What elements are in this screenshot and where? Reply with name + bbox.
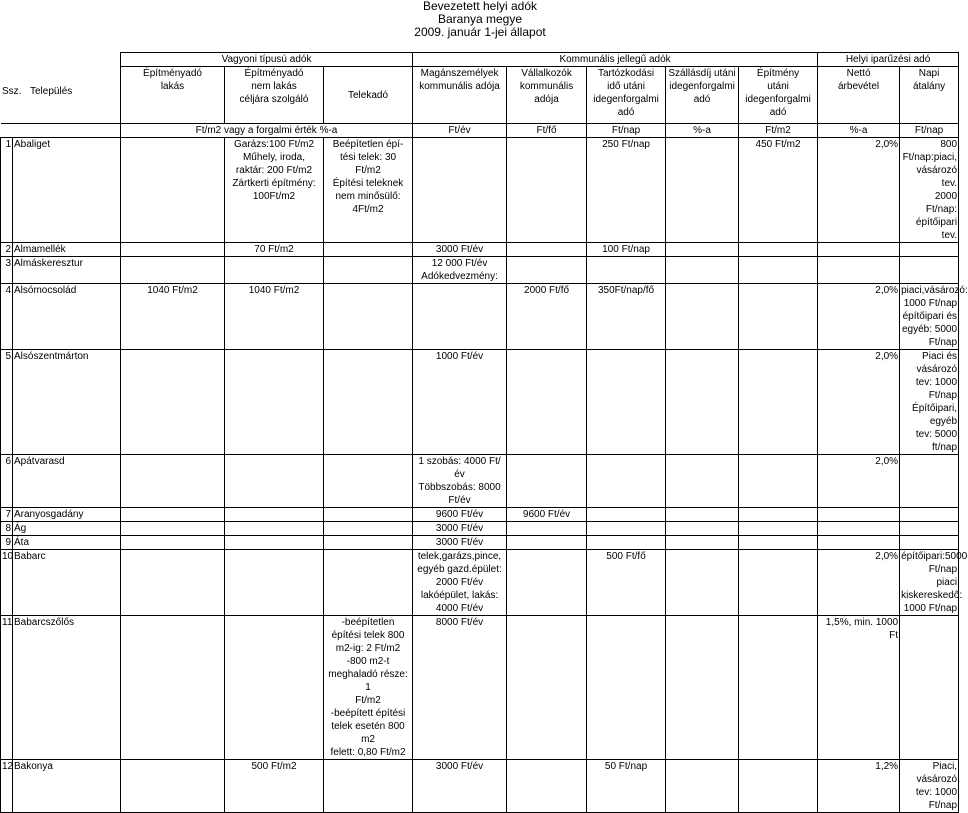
col-epitmenyado-lakas: Építményadó lakás (121, 67, 225, 124)
cell-c4 (413, 284, 507, 350)
table-row (1, 284, 959, 350)
cell-c3: Beépítetlen épí- tési telek: 30 Ft/m2 Építési teleknek nem minősülő: 4Ft/m2 (324, 138, 413, 243)
settlement-name: Alsómocsolád (13, 284, 121, 350)
table-row (1, 550, 959, 616)
cell-c10 (900, 455, 959, 508)
cell-c6: 50 Ft/nap (587, 760, 666, 813)
cell-c8 (739, 508, 818, 522)
cell-c8 (739, 550, 818, 616)
cell-c9: 2,0% (818, 284, 900, 350)
cell-c4: 3000 Ft/év (413, 760, 507, 813)
cell-c7 (666, 284, 739, 350)
cell-c2 (225, 522, 324, 536)
title-line-3: 2009. január 1-jei állapot (414, 25, 546, 39)
settlement-name: Abaliget (13, 138, 121, 243)
cell-c10 (900, 508, 959, 522)
col-szallasdij: Szállásdíj utáni idegenforgalmi adó (666, 67, 739, 124)
cell-c9 (818, 243, 900, 257)
cell-c2 (225, 257, 324, 284)
cell-c5 (507, 522, 587, 536)
cell-c8 (739, 760, 818, 813)
cell-c10: Piaci és vásározó tev: 1000 Ft/nap Építőipari, egyéb tev: 5000 ft/nap (900, 350, 959, 455)
cell-c6: 500 Ft/fő (587, 550, 666, 616)
table-row (1, 455, 959, 508)
cell-c9: 2,0% (818, 138, 900, 243)
settlement-name: Almáskeresztur (13, 257, 121, 284)
row-number: 1 (1, 138, 13, 243)
cell-c3 (324, 455, 413, 508)
col-tartozkodasi: Tartózkodási idő utáni idegenforgalmi adó (587, 67, 666, 124)
cell-c3: -beépítetlen építési telek 800 m2-ig: 2 Ft/m2 -800 m2-t meghaladó része: 1 Ft/m2 -beépített építési telek esetén 800 m2 felett: 0,80 Ft/m2 (324, 616, 413, 760)
cell-c1 (121, 508, 225, 522)
cell-c1 (121, 616, 225, 760)
cell-c6 (587, 522, 666, 536)
cell-c8: 450 Ft/m2 (739, 138, 818, 243)
ssz-label: Ssz. (2, 86, 22, 97)
cell-c4: 3000 Ft/év (413, 243, 507, 257)
cell-c7 (666, 508, 739, 522)
cell-c7 (666, 760, 739, 813)
cell-c10: Piaci, vásározó tev: 1000 Ft/nap (900, 760, 959, 813)
cell-c5 (507, 138, 587, 243)
table-row (1, 350, 959, 455)
row-number: 6 (1, 455, 13, 508)
row-number: 4 (1, 284, 13, 350)
unit-c7: %-a (666, 124, 739, 138)
cell-c9: 2,0% (818, 455, 900, 508)
group-iparuzesi: Helyi iparűzési adó (818, 53, 959, 67)
cell-c4: telek,garázs,pince, egyéb gazd.épület: 2000 Ft/év lakóépület, lakás: 4000 Ft/év (413, 550, 507, 616)
cell-c2 (225, 550, 324, 616)
cell-c10: építőipari:5000 Ft/nap piaci kiskereskedő: 1000 Ft/nap (901, 551, 968, 614)
row-number: 10 (1, 550, 13, 616)
col-vallalkozok: Vállalkozók kommunális adója (507, 67, 587, 124)
cell-c2 (225, 616, 324, 760)
cell-c5 (507, 350, 587, 455)
table-row (1, 138, 959, 243)
cell-c9: 1,5%, min. 1000 Ft (818, 616, 900, 760)
col-maganszemelyek: Magánszemélyek kommunális adója (413, 67, 507, 124)
cell-c3 (324, 243, 413, 257)
cell-c7 (666, 243, 739, 257)
cell-c2 (225, 508, 324, 522)
cell-c9 (818, 257, 900, 284)
cell-c10 (900, 257, 959, 284)
group-header-row (1, 53, 959, 67)
cell-c1 (121, 257, 225, 284)
cell-c7 (666, 522, 739, 536)
row-number: 12 (1, 760, 13, 813)
telepules-label: Település (30, 86, 73, 97)
cell-c5 (507, 616, 587, 760)
cell-c6 (587, 616, 666, 760)
settlement-name: Áta (13, 536, 121, 550)
cell-c7 (666, 257, 739, 284)
cell-c7 (666, 536, 739, 550)
cell-c5 (507, 455, 587, 508)
cell-c6 (587, 455, 666, 508)
cell-c9 (818, 522, 900, 536)
cell-c5 (507, 257, 587, 284)
cell-c8 (739, 455, 818, 508)
cell-c8 (739, 350, 818, 455)
settlement-name: Apátvarasd (13, 455, 121, 508)
group-kommunalis: Kommunális jellegű adók (413, 53, 818, 67)
table-row (1, 616, 959, 760)
col-epitmenyado-nem-lakas: Építményadó nem lakás céljára szolgáló (225, 67, 324, 124)
cell-c4: 3000 Ft/év (413, 536, 507, 550)
row-number: 7 (1, 508, 13, 522)
row-number: 11 (1, 616, 13, 760)
table-row (1, 760, 959, 813)
cell-c7 (666, 138, 739, 243)
cell-c5: 9600 Ft/év (507, 508, 587, 522)
cell-c1: 1040 Ft/m2 (121, 284, 225, 350)
table-row (1, 522, 959, 536)
cell-c4: 8000 Ft/év (413, 616, 507, 760)
settlement-name: Babarcszőlős (13, 616, 121, 760)
cell-c3 (324, 508, 413, 522)
cell-c10 (900, 616, 959, 760)
cell-c4: 1000 Ft/év (413, 350, 507, 455)
cell-c2: 500 Ft/m2 (225, 760, 324, 813)
cell-c6: 350Ft/nap/fő (587, 284, 666, 350)
cell-c1 (121, 760, 225, 813)
cell-c8 (739, 536, 818, 550)
cell-c2: Garázs:100 Ft/m2 Műhely, iroda, raktár: 200 Ft/m2 Zártkerti építmény: 100Ft/m2 (225, 138, 324, 243)
cell-c7 (666, 616, 739, 760)
settlement-name: Almamellék (13, 243, 121, 257)
cell-c6 (587, 536, 666, 550)
cell-c9: 1,2% (818, 760, 900, 813)
cell-c10 (900, 536, 959, 550)
unit-row (1, 124, 959, 138)
cell-c3 (324, 522, 413, 536)
cell-c8 (739, 243, 818, 257)
unit-c10: Ft/nap (900, 124, 959, 138)
row-number: 2 (1, 243, 13, 257)
col-epitmeny-utani: Építmény utáni idegenforgalmi adó (739, 67, 818, 124)
cell-c10 (900, 522, 959, 536)
cell-c1 (121, 536, 225, 550)
col-napi-atalany: Napi átalány (900, 67, 959, 124)
unit-c4: Ft/év (413, 124, 507, 138)
unit-c5: Ft/fő (507, 124, 587, 138)
cell-c5 (507, 760, 587, 813)
table-row (1, 536, 959, 550)
cell-c5 (507, 243, 587, 257)
group-vagyoni: Vagyoni típusú adók (121, 53, 413, 67)
cell-c1 (121, 138, 225, 243)
cell-c8 (739, 284, 818, 350)
unit-c9: %-a (818, 124, 900, 138)
cell-c4 (413, 138, 507, 243)
cell-c9: 2,0% (818, 350, 900, 455)
cell-c1 (121, 243, 225, 257)
cell-c3 (324, 550, 413, 616)
col-netto-arbevetel: Nettó árbevétel (818, 67, 900, 124)
cell-c4: 12 000 Ft/év Adókedvezmény: (413, 257, 507, 284)
cell-c8 (739, 522, 818, 536)
table-row (1, 257, 959, 284)
title-line-2: Baranya megye (437, 12, 523, 26)
cell-c7 (666, 550, 739, 616)
cell-c6 (587, 257, 666, 284)
settlement-name: Alsószentmárton (13, 350, 121, 455)
settlement-name: Ág (13, 522, 121, 536)
cell-c8 (739, 257, 818, 284)
unit-c6: Ft/nap (587, 124, 666, 138)
settlement-name: Bakonya (13, 760, 121, 813)
cell-c9 (818, 536, 900, 550)
table-body (1, 138, 968, 813)
table-row (1, 508, 959, 522)
cell-c2: 70 Ft/m2 (225, 243, 324, 257)
table-row (1, 243, 959, 257)
row-number: 3 (1, 257, 13, 284)
title-line-1: Bevezetett helyi adók (422, 0, 538, 13)
cell-c9: 2,0% (818, 550, 900, 616)
settlement-name: Babarc (13, 550, 121, 616)
cell-c7 (666, 455, 739, 508)
cell-c6 (587, 350, 666, 455)
col-telekado: Telekadó (324, 67, 413, 124)
cell-c1 (121, 522, 225, 536)
cell-c6: 100 Ft/nap (587, 243, 666, 257)
column-header-row (1, 67, 959, 124)
cell-c4: 1 szobás: 4000 Ft/év Többszobás: 8000 Ft/év (413, 455, 507, 508)
cell-c2 (225, 350, 324, 455)
cell-c3 (324, 350, 413, 455)
cell-c9 (818, 508, 900, 522)
cell-c10: 800 Ft/nap:piaci, vásározó tev. 2000 Ft/nap: építőipari tev. (900, 138, 959, 243)
cell-c1 (121, 350, 225, 455)
cell-c1 (121, 550, 225, 616)
cell-c10: piaci,vásározó: 1000 Ft/nap építőipari és egyéb: 5000 Ft/nap (901, 285, 968, 348)
unit-blank (1, 124, 121, 138)
cell-c3 (324, 760, 413, 813)
cell-c7 (666, 350, 739, 455)
settlement-name: Aranyosgadány (13, 508, 121, 522)
cell-c3 (324, 257, 413, 284)
cell-c6 (587, 508, 666, 522)
cell-c8 (739, 616, 818, 760)
cell-c5 (507, 536, 587, 550)
cell-c5 (507, 550, 587, 616)
cell-c5: 2000 Ft/fő (507, 284, 587, 350)
row-number: 8 (1, 522, 13, 536)
tax-table (0, 52, 968, 813)
cell-c2: 1040 Ft/m2 (225, 284, 324, 350)
cell-c2 (225, 455, 324, 508)
row-number: 9 (1, 536, 13, 550)
cell-c4: 3000 Ft/év (413, 522, 507, 536)
unit-c8: Ft/m2 (739, 124, 818, 138)
cell-c3 (324, 284, 413, 350)
cell-c1 (121, 455, 225, 508)
cell-c3 (324, 536, 413, 550)
cell-c6: 250 Ft/nap (587, 138, 666, 243)
cell-c4: 9600 Ft/év (413, 508, 507, 522)
cell-c10 (900, 243, 959, 257)
cell-c2 (225, 536, 324, 550)
row-number: 5 (1, 350, 13, 455)
unit-c1c3: Ft/m2 vagy a forgalmi érték %-a (121, 124, 413, 138)
